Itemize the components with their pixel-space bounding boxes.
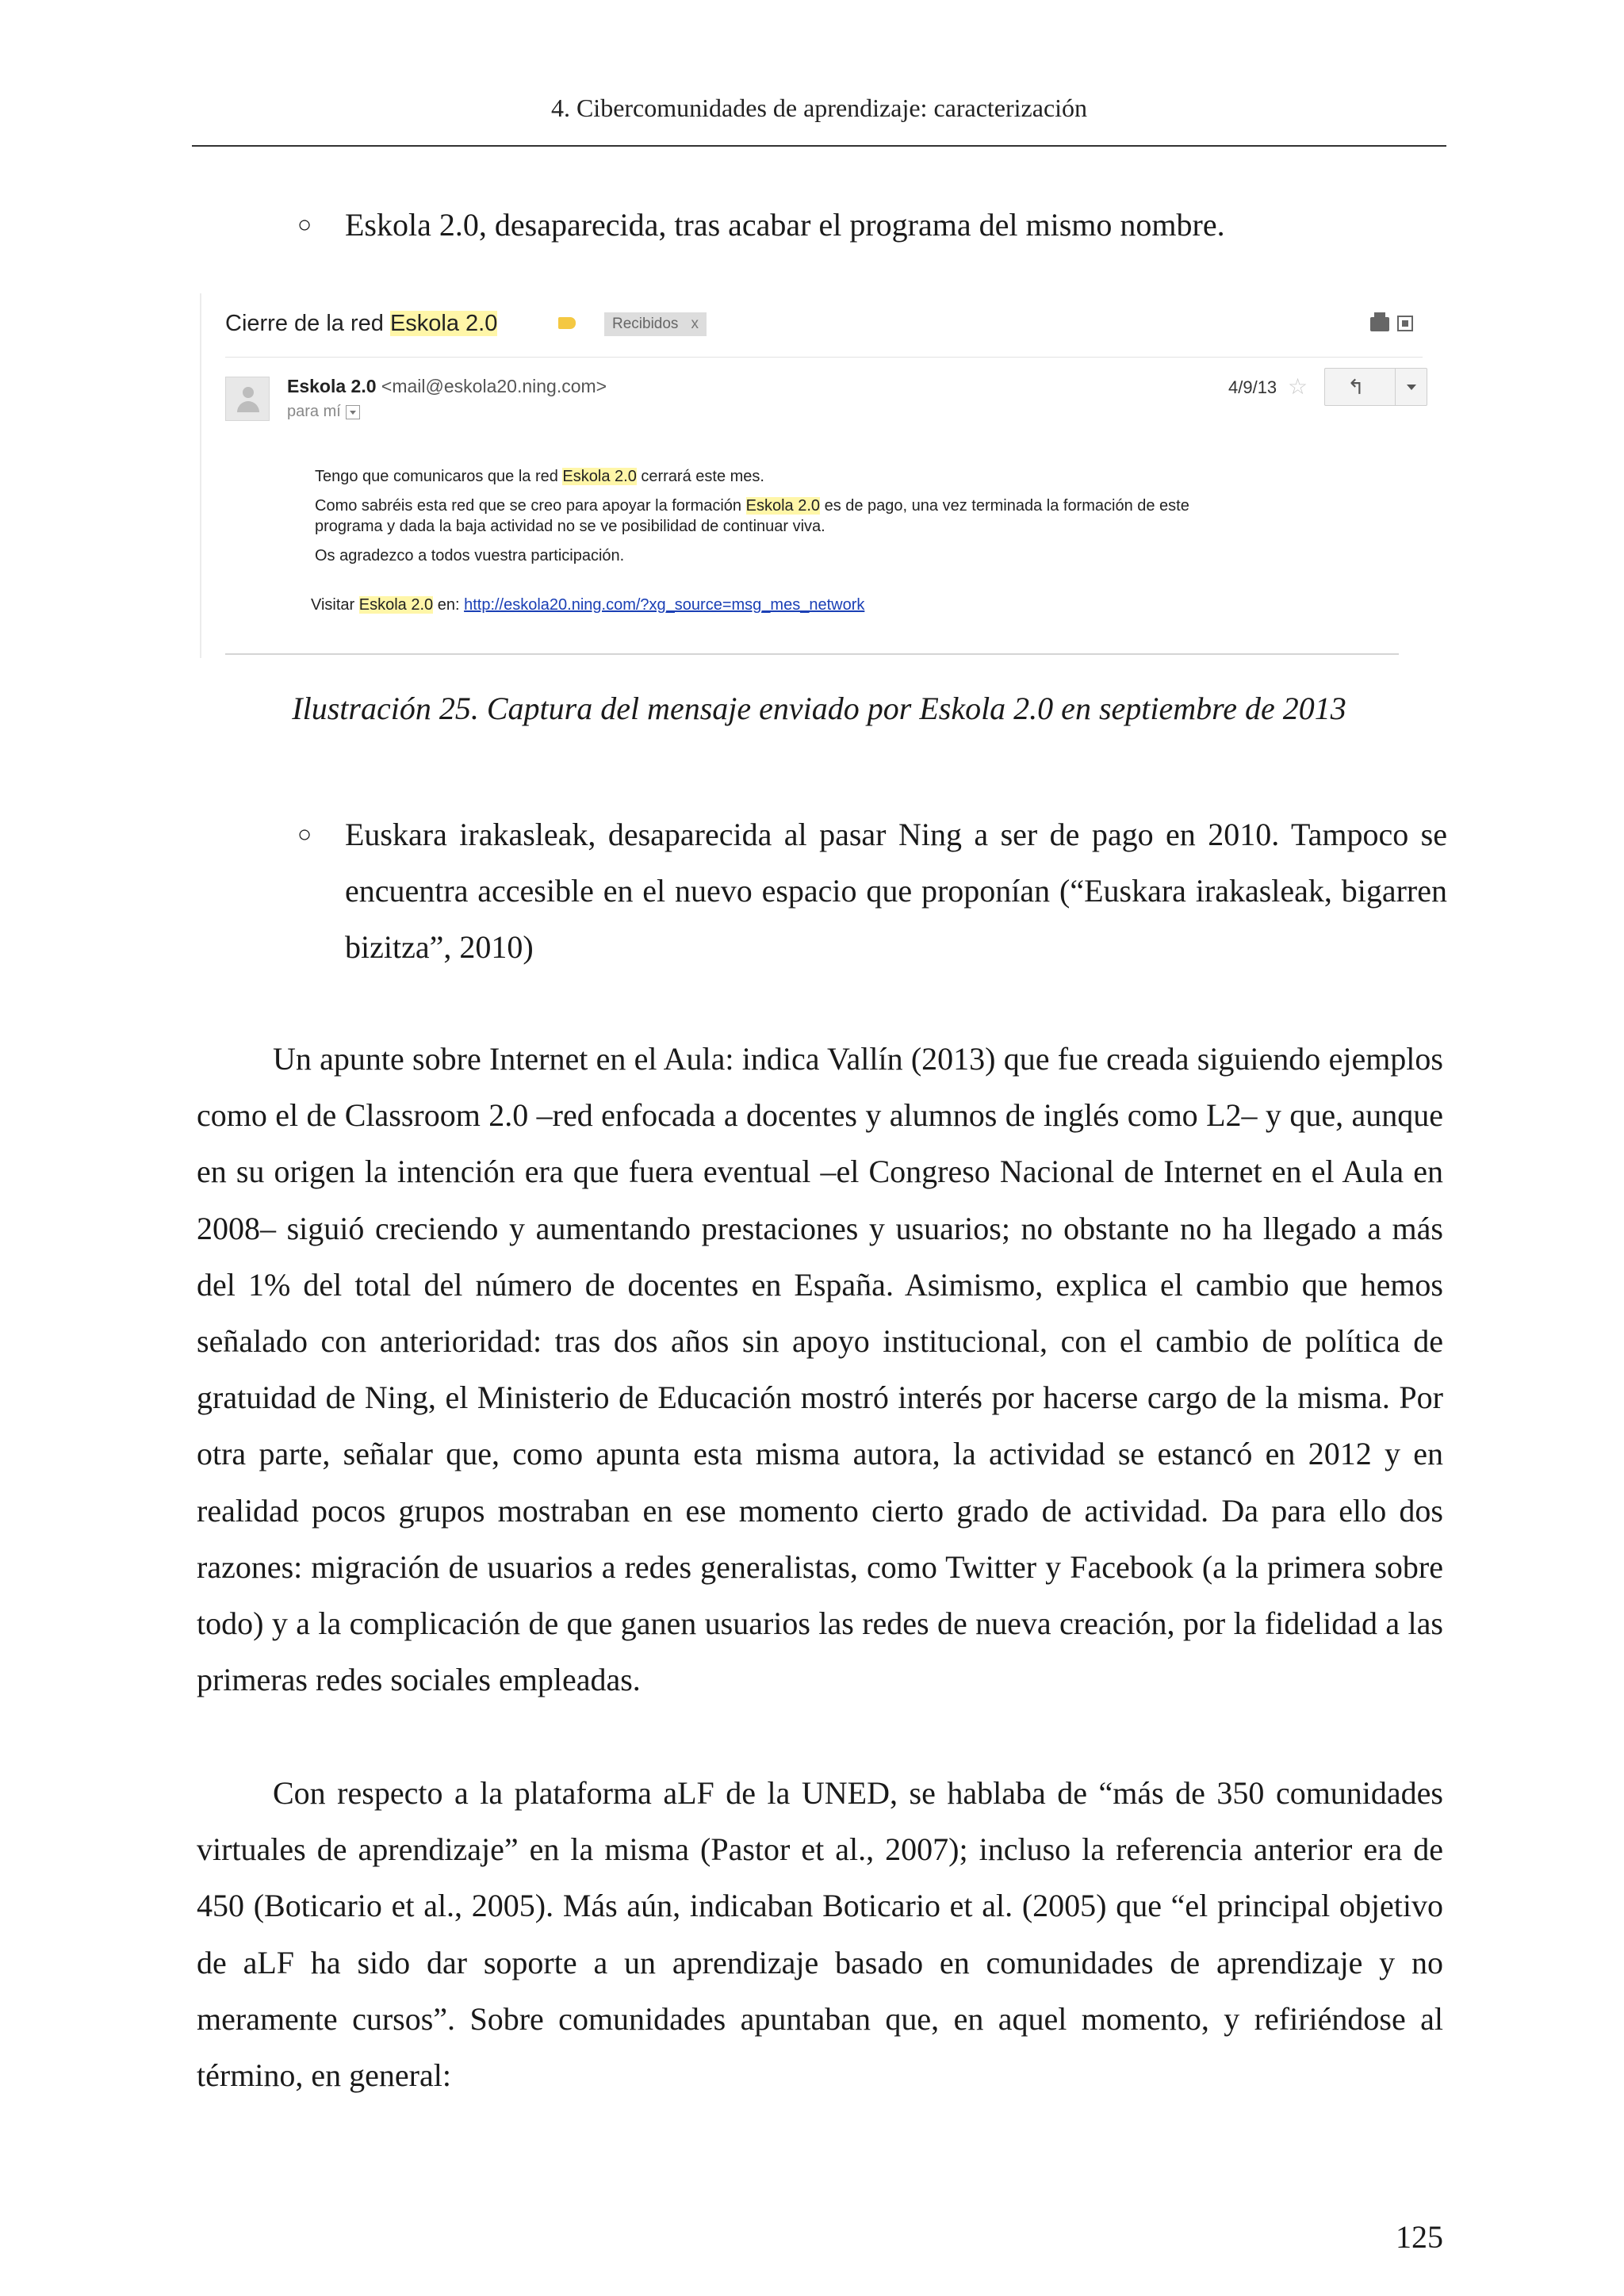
body-text: Tengo que comunicaros que la red [315,468,563,485]
list-item-text: Euskara irakasleak, desaparecida al pasar Ning a ser de pago en 2010. Tampoco se encuentra accesible en el nuevo espacio que proponían (“Euskara irakasleak, bigarren bizitza”, 2010) [345,817,1447,965]
bullet-mark: ○ [297,821,312,848]
network-link[interactable]: http://eskola20.ning.com/?xg_source=msg_mes_network [464,596,865,614]
header-rule [192,145,1446,147]
body-paragraph: Un apunte sobre Internet en el Aula: indica Vallín (2013) que fue creada siguiendo ejemplos como el de Classroom 2.0 –red enfocada a docentes y alumnos de inglés como L2– y que, aunque en su origen la intención era que fuera eventual –el Congreso Nacional de Internet en el Aula en 2008– siguió creciendo y aumentando prestaciones y usuarios; no obstante no ha llegado a más del 1% del total del número de docentes en España. Asimismo, explica el cambio que hemos señalado con anterioridad: tras dos años sin apoyo institucional, con el cambio de política de gratuidad de Ning, el Ministerio de Educación mostró interés por hacerse cargo de la misma. Por otra parte, señalar que, como apunta esta misma autora, la actividad se estancó en 2012 y en realidad pocos grupos mostraban en ese momento cierto grado de actividad. Da para ello dos razones: migración de usuarios a redes generalistas, como Twitter y Facebook (a la primera sobre todo) y a la complicación de que ganen usuarios las redes de nueva creación, por la fidelidad a las primeras redes sociales empleadas. [197,1041,1443,1698]
sender [287,376,607,397]
bullet-mark: ○ [297,212,312,238]
email-body-line [315,468,764,486]
more-options-icon[interactable] [1407,385,1416,390]
subject-prefix: Cierre de la red [225,311,390,336]
print-icon[interactable] [1370,317,1389,331]
details-dropdown-icon[interactable] [346,405,360,419]
recipient-text: para mí [287,403,341,420]
screenshot-edge [200,293,201,658]
reply-icon: ↰ [1347,375,1365,399]
visit-mid: en: [433,596,465,614]
email-footer-divider [225,653,1399,655]
page-number: 125 [1396,2219,1443,2255]
sender-address: <mail@eskola20.ning.com> [381,376,607,396]
button-separator [1395,369,1396,405]
label-tag-icon [558,317,576,329]
visit-line [311,596,864,614]
star-icon[interactable]: ☆ [1288,374,1308,399]
body-text: cerrará este mes. [636,468,764,485]
inbox-label-chip[interactable] [604,312,707,336]
avatar [225,377,270,421]
inbox-label-text: Recibidos [612,316,679,332]
body-highlight: Eskola 2.0 [745,497,821,515]
body-text: programa y dada la baja actividad no se ve posibilidad de continuar viva. [315,518,825,535]
list-item [297,197,1447,253]
subject-highlight: Eskola 2.0 [389,311,498,336]
list-item-text: Eskola 2.0, desaparecida, tras acabar el programa del mismo nombre. [345,207,1225,243]
visit-highlight: Eskola 2.0 [358,596,434,614]
body-text: es de pago, una vez terminada la formación de este [820,497,1189,515]
email-body-line [315,518,825,536]
recipient [287,403,360,421]
reply-button[interactable] [1324,368,1427,406]
email-subject [225,311,497,337]
sender-name: Eskola 2.0 [287,376,377,396]
new-window-icon[interactable] [1397,316,1413,331]
body-paragraph: Con respecto a la plataforma aLF de la UNED, se hablaba de “más de 350 comunidades virtuales de aprendizaje” en la misma (Pastor et al., 2007); incluso la referencia anterior era de 450 (Boticario et al., 2005). Más aún, indicaban Boticario et al. (2005) que “el principal objetivo de aLF ha sido dar soporte a un aprendizaje basado en comunidades de aprendizaje y no meramente cursos”. Sobre comunidades apuntaban que, en aquel momento, y refiriéndose al término, en general: [197,1775,1443,2094]
email-body-line [315,497,1189,515]
figure-caption: Ilustración 25. Captura del mensaje enviado por Eskola 2.0 en septiembre de 2013 [292,691,1346,726]
email-date: 4/9/13 [1228,377,1277,397]
running-head: 4. Cibercomunidades de aprendizaje: caracterización [550,94,1088,122]
email-header-divider [225,357,1423,358]
body-text: Como sabréis esta red que se creo para apoyar la formación [315,497,746,515]
visit-prefix: Visitar [311,596,359,614]
body-highlight: Eskola 2.0 [562,468,637,485]
email-screenshot [200,293,1445,658]
list-item [297,806,1447,975]
email-body-line [315,547,624,565]
remove-label-icon[interactable]: x [691,316,699,332]
body-text: Os agradezco a todos vuestra participación. [315,547,625,564]
